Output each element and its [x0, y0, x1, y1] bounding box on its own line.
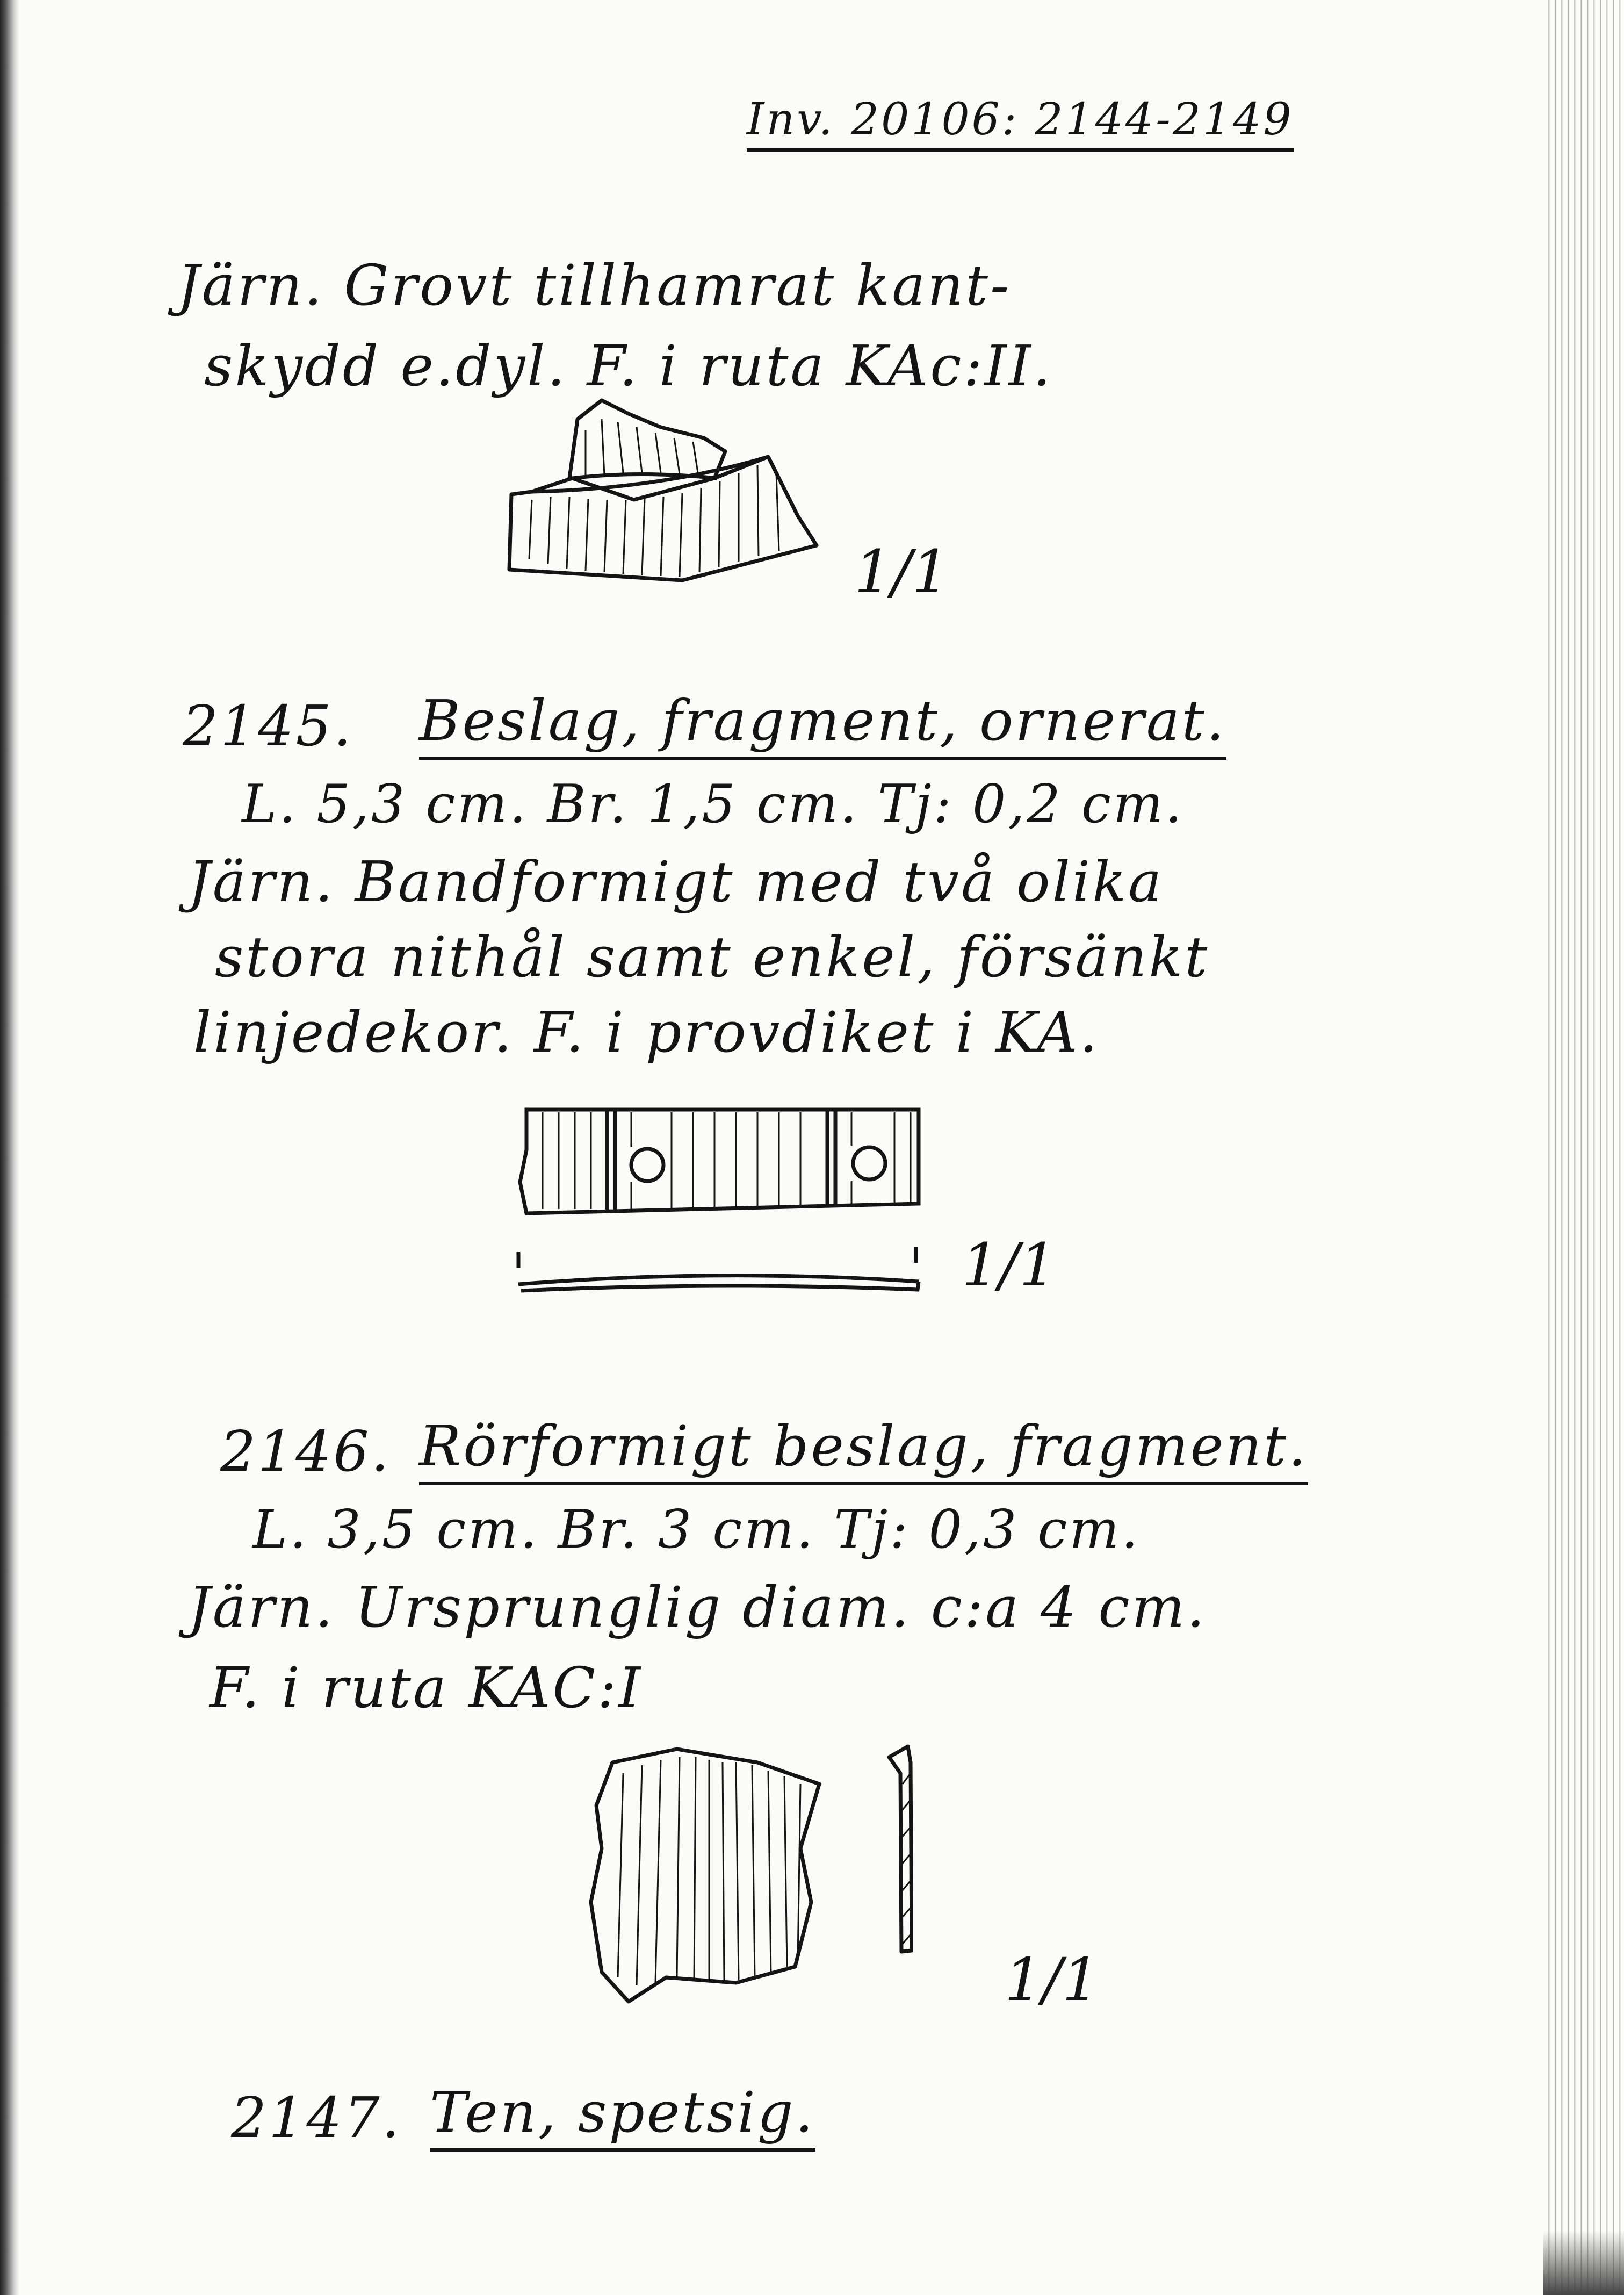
tubular-fitting-sketch: [580, 1741, 913, 2010]
band-fitting-sketch: [510, 1096, 935, 1311]
entry-2146-scale: 1/1: [1005, 1945, 1100, 2014]
entry-2145-line-3: stora nithål samt enkel, försänkt: [215, 924, 1210, 990]
entry-2146-line-1: L. 3,5 cm. Br. 3 cm. Tj: 0,3 cm.: [252, 1499, 1141, 1560]
entry-2147-number: 2147.: [231, 2085, 402, 2150]
entry-2146-title: Rörformigt beslag, fragment.: [419, 1413, 1308, 1485]
entry-2144-line-1: Järn. Grovt tillhamrat kant-: [177, 253, 1012, 318]
entry-2145-title: Beslag, fragment, ornerat.: [419, 688, 1226, 760]
edge-guard-sketch: [500, 398, 843, 591]
entry-2147-title: Ten, spetsig.: [430, 2080, 815, 2152]
inventory-heading: Inv. 20106: 2144-2149: [747, 94, 1294, 152]
entry-2145-line-1: L. 5,3 cm. Br. 1,5 cm. Tj: 0,2 cm.: [242, 774, 1184, 835]
entry-2144-scale: 1/1: [854, 537, 950, 606]
page-stack-edge: [1543, 0, 1624, 2295]
entry-2146-line-3: F. i ruta KAC:I: [210, 1655, 643, 1721]
entry-2145-line-4: linjedekor. F. i provdiket i KA.: [193, 999, 1100, 1065]
entry-2145-number: 2145.: [183, 693, 353, 759]
entry-2144-line-2: skydd e.dyl. F. i ruta KAc:II.: [204, 333, 1053, 399]
entry-2145-scale: 1/1: [962, 1231, 1057, 1299]
entry-2145-line-2: Järn. Bandformigt med två olika: [188, 849, 1164, 915]
binding-shadow: [0, 0, 19, 2295]
entry-2146-line-2: Järn. Ursprunglig diam. c:a 4 cm.: [188, 1574, 1207, 1640]
entry-2146-number: 2146.: [220, 1419, 391, 1484]
